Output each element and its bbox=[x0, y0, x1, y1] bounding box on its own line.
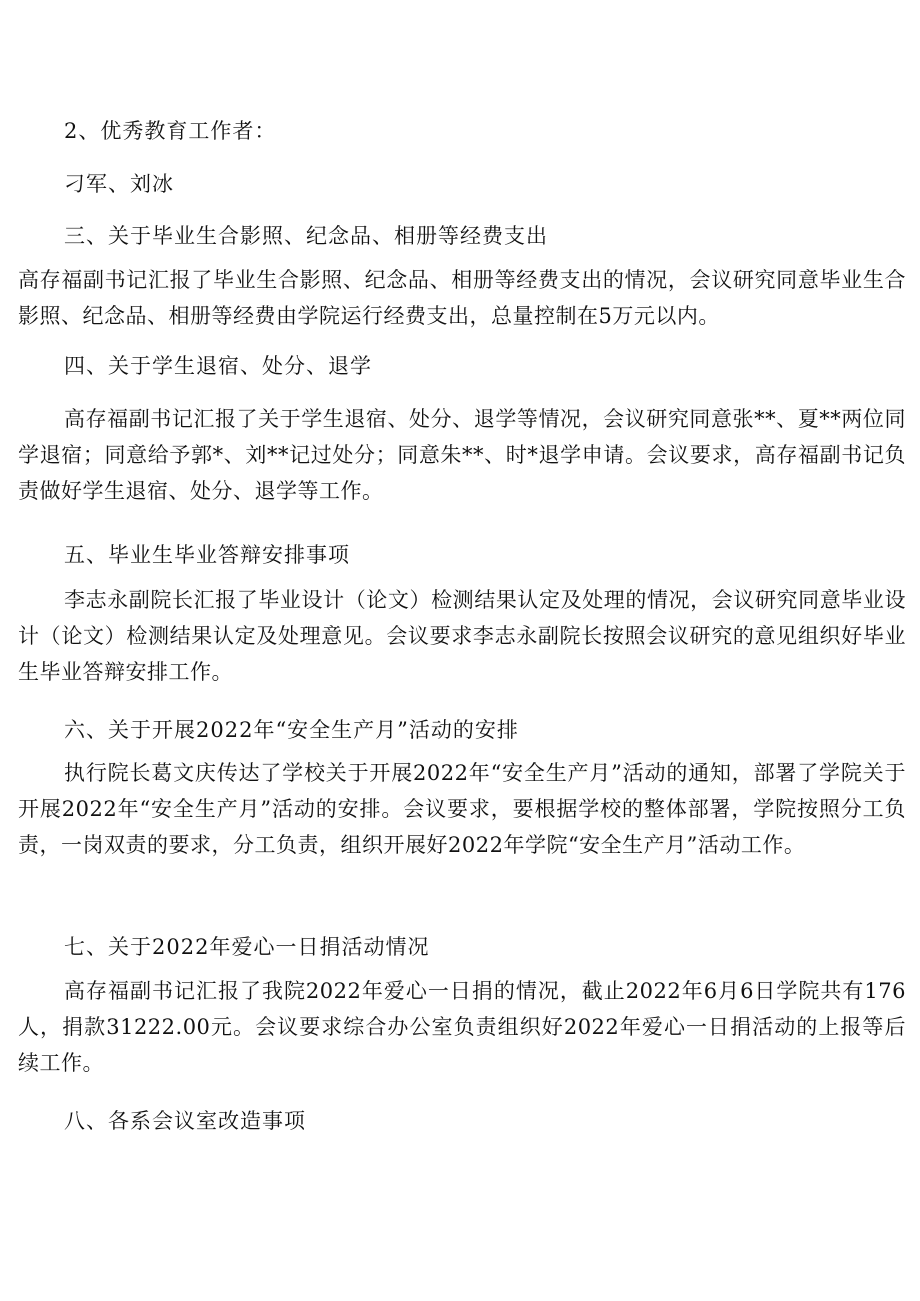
paragraph-excellent-educators: 2、优秀教育工作者： bbox=[64, 119, 277, 143]
paragraph-section-four-body: 高存福副书记汇报了关于学生退宿、处分、退学等情况，会议研究同意张**、夏**两位同学退宿；同意给予郭*、刘**记过处分；同意朱**、时*退学申请。会议要求，高存福副书记负责做好学生退宿、处分、退学等工作。 bbox=[18, 407, 906, 503]
heading-section-eight: 八、各系会议室改造事项 bbox=[64, 1109, 306, 1133]
heading-section-four: 四、关于学生退宿、处分、退学 bbox=[64, 354, 372, 378]
paragraph-section-seven-body: 高存福副书记汇报了我院2022年爱心一日捐的情况，截止2022年6月6日学院共有176人，捐款31222.00元。会议要求综合办公室负责组织好2022年爱心一日捐活动的上报等后续工作。 bbox=[18, 979, 906, 1075]
heading-section-six: 六、关于开展2022年“安全生产月”活动的安排 bbox=[64, 718, 519, 742]
heading-section-three: 三、关于毕业生合影照、纪念品、相册等经费支出 bbox=[64, 224, 548, 248]
paragraph-section-three-body: 高存福副书记汇报了毕业生合影照、纪念品、相册等经费支出的情况，会议研究同意毕业生合影照、纪念品、相册等经费由学院运行经费支出，总量控制在5万元以内。 bbox=[18, 268, 906, 328]
paragraph-section-five-body: 李志永副院长汇报了毕业设计（论文）检测结果认定及处理的情况，会议研究同意毕业设计（论文）检测结果认定及处理意见。会议要求李志永副院长按照会议研究的意见组织好毕业生毕业答辩安排工作。 bbox=[18, 588, 906, 684]
heading-section-five: 五、毕业生毕业答辩安排事项 bbox=[64, 543, 350, 567]
paragraph-educator-names: 刁军、刘冰 bbox=[64, 172, 174, 196]
paragraph-section-six-body: 执行院长葛文庆传达了学校关于开展2022年“安全生产月”活动的通知，部署了学院关于开展2022年“安全生产月”活动的安排。会议要求，要根据学校的整体部署，学院按照分工负责，一岗双责的要求，分工负责，组织开展好2022年学院“安全生产月”活动工作。 bbox=[18, 761, 906, 857]
heading-section-seven: 七、关于2022年爱心一日捐活动情况 bbox=[64, 935, 430, 959]
